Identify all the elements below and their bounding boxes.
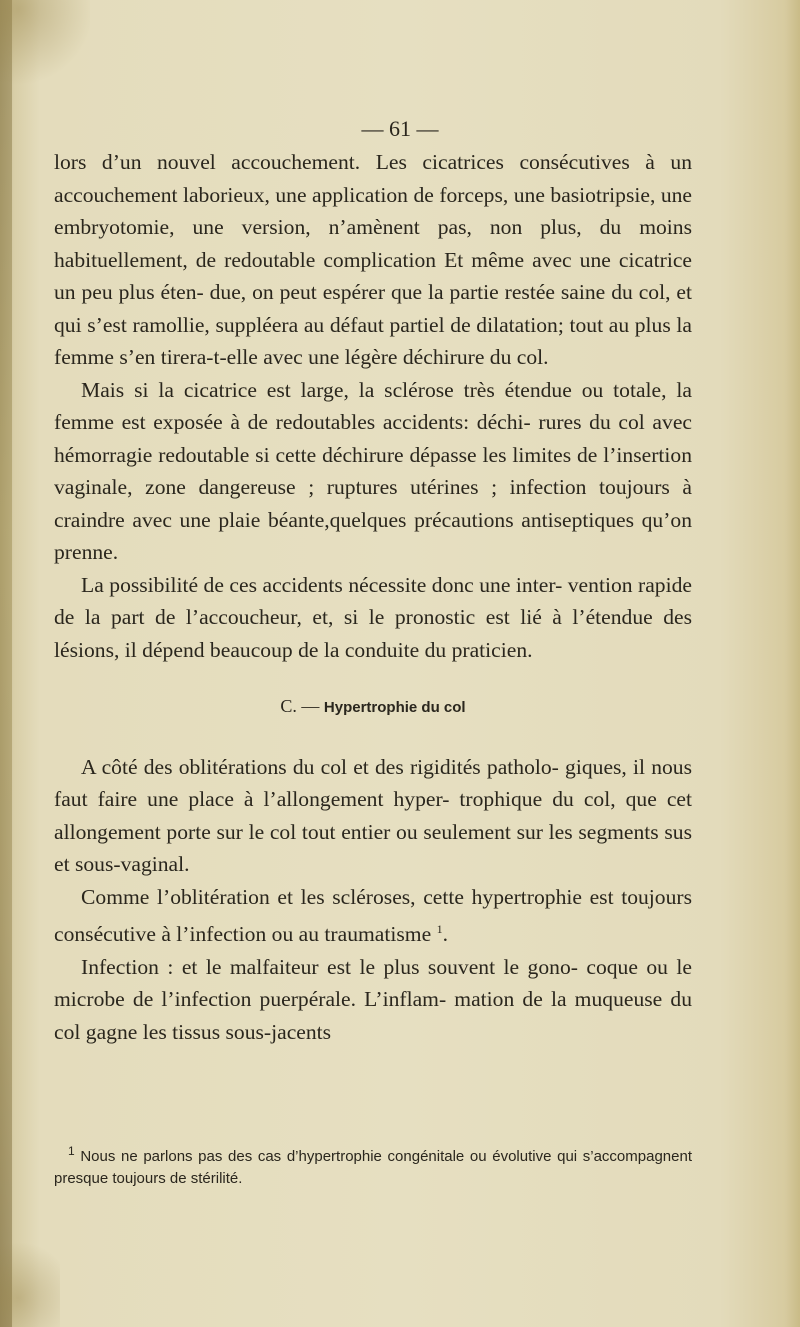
paragraph: lors d’un nouvel accouchement. Les cicatrices consécutives à un accouchement laborieux, une application de forceps, une basiotripsie, une embryotomie, une version, n’amènent pas, non plus, du moins habituellement, de redoutable complication Et même avec une cicatrice un peu plus éten- due, on peut espérer que la partie restée saine du col, et qui s’est ramollie, suppléera au défaut partiel de dilatation; tout au plus la femme s’en tirera-t-elle avec une légère déchirure du col. — [54, 150, 692, 369]
footnote-marker: 1 — [68, 1144, 75, 1158]
section-heading — [54, 690, 692, 725]
paragraph-text: Comme l’oblitération et les scléroses, cette hypertrophie est toujours consécutive à l’infection ou au traumatisme — [54, 884, 692, 947]
footnote — [54, 1140, 692, 1190]
paragraph: Mais si la cicatrice est large, la sclérose très étendue ou totale, la femme est exposée à de redoutables accidents: déchi- rures du col avec hémorragie redoutable si cette déchirure dépasse les limites de l’insertion vaginale, zone dangereuse ; ruptures utérines ; infection toujours à craindre avec une plaie béante,quelques précautions antiseptiques qu’on prenne. — [54, 377, 692, 564]
paper-stain — [0, 1230, 60, 1327]
body-text — [54, 146, 692, 1048]
page-number: — 61 — — [361, 116, 439, 141]
paper-stain — [0, 0, 90, 90]
section-title: Hypertrophie du col — [323, 699, 466, 716]
footnote-reference[interactable]: 1 — [436, 922, 443, 936]
paragraph: La possibilité de ces accidents nécessite donc une inter- vention rapide de la part de l’accoucheur, et, si le pronostic est lié à l’étendue des lésions, il dépend beaucoup de la conduite du praticien. — [54, 572, 692, 662]
section-letter: C. — — [280, 696, 320, 716]
footnote-text: Nous ne parlons pas des cas d’hypertrophie congénitale ou évolutive qui s’accompagnent presque toujours de stérilité. — [54, 1148, 692, 1187]
paragraph: Infection : et le malfaiteur est le plus souvent le gono- coque ou le microbe de l’infection puerpérale. L’inflam- mation de la muqueuse du col gagne les tissus sous-jacents — [54, 954, 692, 1044]
paragraph: A côté des oblitérations du col et des rigidités patholo- giques, il nous faut faire une place à l’allongement hyper- trophique du col, que cet allongement porte sur le col tout entier ou seulement sur les segments sus et sous-vaginal. — [54, 754, 692, 876]
paragraph: Comme l’oblitération et les scléroses, cette hypertrophie est toujours consécutive à l’infection ou au traumatisme $^1$. — [54, 884, 692, 947]
book-spine-shadow — [0, 0, 12, 1327]
